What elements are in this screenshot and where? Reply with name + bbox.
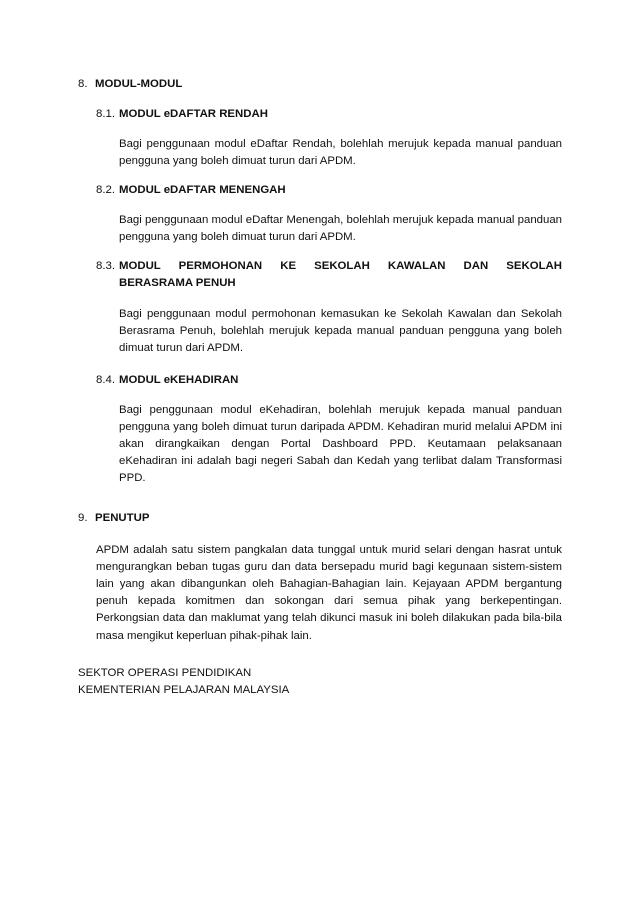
subsection-title-line-2: BERASRAMA PENUH xyxy=(119,277,236,290)
section-8-heading xyxy=(78,76,562,93)
subsection-number: 8.2. xyxy=(96,184,115,196)
subsection-8-4-heading xyxy=(96,372,562,389)
subsection-number: 8.1. xyxy=(96,108,115,120)
subsection-number: 8.3. xyxy=(96,260,115,272)
ministry-name: KEMENTERIAN PELAJARAN MALAYSIA xyxy=(78,684,290,697)
subsection-number: 8.4. xyxy=(96,374,115,386)
subsection-8-2-paragraph: Bagi penggunaan modul eDaftar Menengah, bolehlah merujuk kepada manual panduan pengguna yang boleh dimuat turun dari APDM. xyxy=(119,214,562,244)
section-title: MODUL-MODUL xyxy=(95,78,183,90)
section-title: PENUTUP xyxy=(95,512,150,524)
section-9-paragraph: APDM adalah satu sistem pangkalan data tunggal untuk murid selari dengan hasrat untuk mengurangkan beban tugas guru dan data bersepadu murid bagi kegunaan sistem-sistem lain yang akan dibangunkan oleh Bahagian-Bahagian lain. Kejayaan APDM bergantung penuh kepada komitmen dan sokongan dari semua pihak yang berkepentingan. Perkongsian data dan maklumat yang telah dikunci masuk ini boleh dilakukan pada bila-bila masa mengikut keperluan pihak-pihak lain. xyxy=(96,544,562,642)
section-number: 8. xyxy=(78,78,88,90)
subsection-8-1-paragraph: Bagi penggunaan modul eDaftar Rendah, bolehlah merujuk kepada manual panduan pengguna yang boleh dimuat turun dari APDM. xyxy=(119,138,562,168)
signature-block xyxy=(78,665,478,699)
subsection-title: MODUL eDAFTAR MENENGAH xyxy=(119,184,286,196)
subsection-title-line-1: MODUL PERMOHONAN KE SEKOLAH KAWALAN DAN SEKOLAH xyxy=(119,260,562,272)
subsection-title: MODUL eKEHADIRAN xyxy=(119,374,239,386)
subsection-8-1-heading xyxy=(96,106,562,123)
subsection-8-3-heading xyxy=(96,258,562,292)
subsection-8-4-paragraph: Bagi penggunaan modul eKehadiran, bolehlah merujuk kepada manual panduan pengguna yang boleh dimuat turun daripada APDM. Kehadiran murid melalui APDM ini akan dirangkaikan dengan Portal Dashboard PPD. Keutamaan pelaksanaan eKehadiran ini adalah bagi negeri Sabah dan Kedah yang terlibat dalam Transformasi PPD. xyxy=(119,404,562,485)
subsection-8-3-paragraph: Bagi penggunaan modul permohonan kemasukan ke Sekolah Kawalan dan Sekolah Berasrama Penuh, bolehlah merujuk kepada manual panduan pengguna yang boleh dimuat turun dari APDM. xyxy=(119,308,562,355)
sector-name: SEKTOR OPERASI PENDIDIKAN xyxy=(78,667,252,679)
section-number: 9. xyxy=(78,512,88,524)
subsection-8-2-heading xyxy=(96,182,562,199)
subsection-title: MODUL eDAFTAR RENDAH xyxy=(119,108,268,120)
section-9-heading xyxy=(78,510,562,527)
